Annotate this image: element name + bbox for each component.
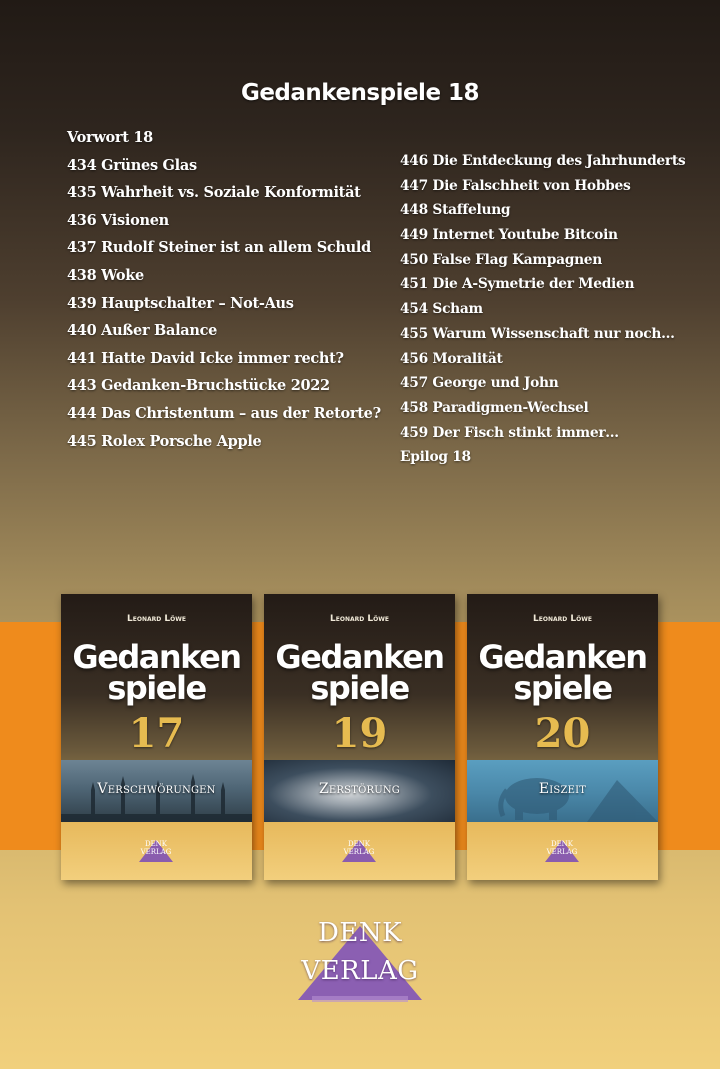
toc-item: 454 Scham — [400, 301, 483, 318]
book-title-line: spiele — [513, 669, 612, 707]
publisher-mini-logo — [545, 836, 579, 862]
logo-line-verlag: VERLAG — [301, 956, 419, 986]
book-volume-number: 17 — [128, 710, 185, 757]
toc-item: 451 Die A-Symetrie der Medien — [400, 276, 635, 293]
toc-item: 443 Gedanken-Bruchstücke 2022 — [67, 377, 330, 395]
mini-logo-line: DENK — [550, 840, 574, 848]
book-author: Leonard Löwe — [127, 614, 186, 624]
book-title-line: Gedanken — [72, 638, 241, 676]
toc-item: 446 Die Entdeckung des Jahrhunderts — [400, 153, 686, 169]
book-volume-number: 20 — [534, 710, 591, 757]
book-cover-17[interactable] — [61, 594, 252, 880]
book-subtitle: Zerstörung — [319, 781, 400, 797]
book-cover-20[interactable] — [467, 594, 658, 880]
toc-item: Epilog 18 — [400, 449, 471, 466]
toc-item: 456 Moralität — [400, 350, 503, 367]
toc-item: 445 Rolex Porsche Apple — [67, 432, 262, 450]
toc-item: Vorwort 18 — [67, 129, 153, 146]
toc-item: 444 Das Christentum – aus der Retorte? — [67, 404, 381, 422]
book-title — [264, 638, 455, 707]
toc-item: 458 Paradigmen-Wechsel — [400, 399, 589, 416]
toc-item: 447 Die Falschheit von Hobbes — [400, 177, 631, 194]
book-title-line: Gedanken — [478, 638, 647, 676]
toc-item: 434 Grünes Glas — [67, 156, 197, 174]
toc-item: 459 Der Fisch stinkt immer… — [400, 424, 619, 441]
toc-item: 450 False Flag Kampagnen — [400, 251, 603, 268]
toc-item: 439 Hauptschalter – Not-Aus — [67, 294, 294, 312]
publisher-mini-logo — [342, 836, 376, 862]
book-title — [467, 638, 658, 707]
toc-left-column — [67, 124, 381, 455]
toc-item: 457 George und John — [400, 375, 559, 392]
toc-item: 440 Außer Balance — [67, 322, 218, 340]
toc-item: 441 Hatte David Icke immer recht? — [67, 349, 344, 367]
mini-logo-line: DENK — [144, 840, 168, 848]
book-title-line: Gedanken — [275, 638, 444, 676]
mini-logo-line: VERLAG — [140, 848, 172, 856]
book-subtitle: Verschwörungen — [97, 781, 216, 797]
book-author: Leonard Löwe — [330, 614, 389, 624]
mini-logo-line: VERLAG — [343, 848, 375, 856]
toc-item: 436 Visionen — [67, 211, 169, 229]
publisher-mini-logo — [139, 836, 173, 862]
toc-item: 449 Internet Youtube Bitcoin — [400, 227, 618, 244]
mini-logo-line: VERLAG — [546, 848, 578, 856]
page-title: Gedankenspiele 18 — [240, 80, 480, 106]
toc-item: 438 Woke — [67, 266, 144, 284]
book-subtitle: Eiszeit — [538, 781, 587, 797]
logo-reflection — [312, 996, 408, 1002]
toc-item: 448 Staffelung — [400, 202, 511, 219]
book-title-line: spiele — [107, 669, 206, 707]
toc-item: 455 Warum Wissenschaft nur noch… — [400, 325, 675, 342]
book-cover-19[interactable] — [264, 594, 455, 880]
toc-item: 435 Wahrheit vs. Soziale Konformität — [67, 184, 361, 202]
book-author: Leonard Löwe — [533, 614, 592, 624]
mini-logo-line: DENK — [347, 840, 371, 848]
toc-right-column — [400, 149, 685, 470]
publisher-logo — [298, 918, 422, 1010]
book-title-line: spiele — [310, 669, 409, 707]
book-title — [61, 638, 252, 707]
book-volume-number: 19 — [331, 710, 388, 757]
logo-line-denk: DENK — [318, 918, 402, 948]
toc-item: 437 Rudolf Steiner ist an allem Schuld — [67, 239, 371, 257]
